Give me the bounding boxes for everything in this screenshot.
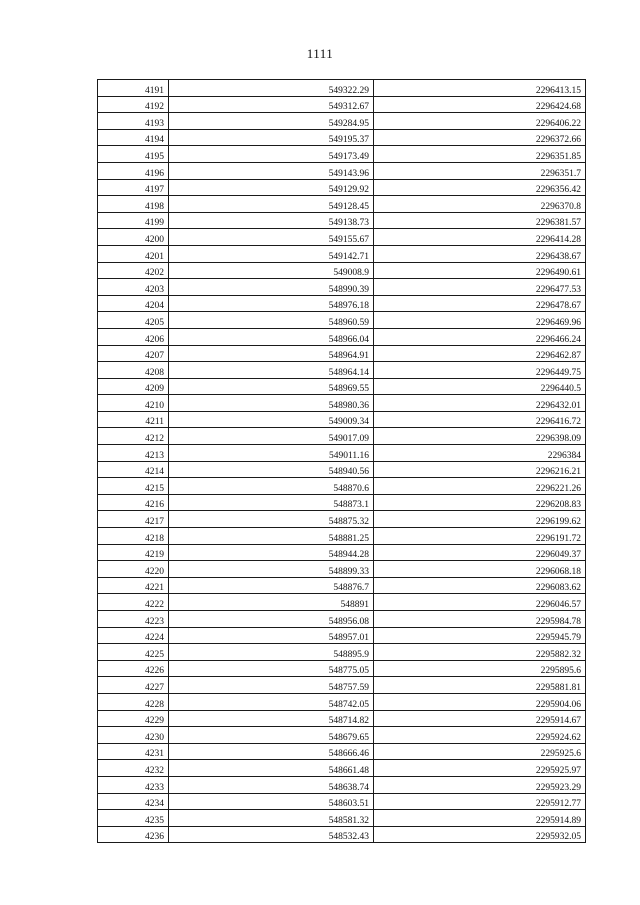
x-coordinate-cell: 548666.46 [169, 743, 374, 760]
x-coordinate-cell: 548875.32 [169, 511, 374, 528]
table-row [98, 826, 586, 843]
point-number-cell: 4195 [98, 146, 169, 163]
x-coordinate-cell: 548775.05 [169, 660, 374, 677]
point-number-cell: 4217 [98, 511, 169, 528]
y-coordinate-cell: 2296477.53 [374, 279, 586, 296]
x-coordinate-cell: 548966.04 [169, 328, 374, 345]
table-row [98, 80, 586, 97]
table-row [98, 693, 586, 710]
y-coordinate-cell: 2296469.96 [374, 312, 586, 329]
table-row [98, 245, 586, 262]
point-number-cell: 4204 [98, 295, 169, 312]
point-number-cell: 4198 [98, 196, 169, 213]
point-number-cell: 4232 [98, 760, 169, 777]
y-coordinate-cell: 2295923.29 [374, 776, 586, 793]
x-coordinate-cell: 549142.71 [169, 245, 374, 262]
point-number-cell: 4210 [98, 395, 169, 412]
x-coordinate-cell: 548581.32 [169, 810, 374, 827]
y-coordinate-cell: 2295945.79 [374, 627, 586, 644]
x-coordinate-cell: 549017.09 [169, 428, 374, 445]
point-number-cell: 4228 [98, 693, 169, 710]
x-coordinate-cell: 549155.67 [169, 229, 374, 246]
table-row [98, 511, 586, 528]
y-coordinate-cell: 2295895.6 [374, 660, 586, 677]
table-row [98, 395, 586, 412]
table-row [98, 445, 586, 462]
x-coordinate-cell: 548881.25 [169, 528, 374, 545]
y-coordinate-cell: 2296384 [374, 445, 586, 462]
point-number-cell: 4191 [98, 80, 169, 97]
x-coordinate-cell: 549143.96 [169, 162, 374, 179]
table-row [98, 544, 586, 561]
y-coordinate-cell: 2296208.83 [374, 494, 586, 511]
point-number-cell: 4223 [98, 611, 169, 628]
x-coordinate-cell: 549128.45 [169, 196, 374, 213]
x-coordinate-cell: 548964.91 [169, 345, 374, 362]
table-row [98, 96, 586, 113]
y-coordinate-cell: 2296046.57 [374, 594, 586, 611]
y-coordinate-cell: 2295881.81 [374, 677, 586, 694]
y-coordinate-cell: 2296398.09 [374, 428, 586, 445]
table-row [98, 561, 586, 578]
table-row [98, 627, 586, 644]
table-row [98, 428, 586, 445]
x-coordinate-cell: 548895.9 [169, 644, 374, 661]
y-coordinate-cell: 2295914.89 [374, 810, 586, 827]
x-coordinate-cell: 548957.01 [169, 627, 374, 644]
table-row [98, 776, 586, 793]
x-coordinate-cell: 548638.74 [169, 776, 374, 793]
x-coordinate-cell: 549322.29 [169, 80, 374, 97]
table-row [98, 345, 586, 362]
y-coordinate-cell: 2296351.7 [374, 162, 586, 179]
point-number-cell: 4196 [98, 162, 169, 179]
x-coordinate-cell: 548891 [169, 594, 374, 611]
y-coordinate-cell: 2296191.72 [374, 528, 586, 545]
y-coordinate-cell: 2296221.26 [374, 478, 586, 495]
point-number-cell: 4234 [98, 793, 169, 810]
y-coordinate-cell: 2295925.97 [374, 760, 586, 777]
point-number-cell: 4199 [98, 212, 169, 229]
y-coordinate-cell: 2296356.42 [374, 179, 586, 196]
point-number-cell: 4218 [98, 528, 169, 545]
point-number-cell: 4201 [98, 245, 169, 262]
table-row [98, 461, 586, 478]
point-number-cell: 4193 [98, 113, 169, 130]
x-coordinate-cell: 548757.59 [169, 677, 374, 694]
y-coordinate-cell: 2296216.21 [374, 461, 586, 478]
y-coordinate-cell: 2295984.78 [374, 611, 586, 628]
point-number-cell: 4219 [98, 544, 169, 561]
table-row [98, 179, 586, 196]
table-row [98, 312, 586, 329]
x-coordinate-cell: 549173.49 [169, 146, 374, 163]
point-number-cell: 4192 [98, 96, 169, 113]
table-row [98, 810, 586, 827]
point-number-cell: 4225 [98, 644, 169, 661]
table-row [98, 478, 586, 495]
point-number-cell: 4207 [98, 345, 169, 362]
y-coordinate-cell: 2296381.57 [374, 212, 586, 229]
table-row [98, 378, 586, 395]
x-coordinate-cell: 549195.37 [169, 129, 374, 146]
point-number-cell: 4216 [98, 494, 169, 511]
x-coordinate-cell: 548742.05 [169, 693, 374, 710]
y-coordinate-cell: 2296370.8 [374, 196, 586, 213]
x-coordinate-cell: 549284.95 [169, 113, 374, 130]
point-number-cell: 4231 [98, 743, 169, 760]
y-coordinate-cell: 2296490.61 [374, 262, 586, 279]
y-coordinate-cell: 2296424.68 [374, 96, 586, 113]
point-number-cell: 4211 [98, 411, 169, 428]
point-number-cell: 4220 [98, 561, 169, 578]
point-number-cell: 4221 [98, 577, 169, 594]
table-row [98, 677, 586, 694]
table-row [98, 494, 586, 511]
y-coordinate-cell: 2296416.72 [374, 411, 586, 428]
table-row [98, 611, 586, 628]
table-row [98, 594, 586, 611]
point-number-cell: 4212 [98, 428, 169, 445]
y-coordinate-cell: 2295932.05 [374, 826, 586, 843]
y-coordinate-cell: 2296413.15 [374, 80, 586, 97]
y-coordinate-cell: 2295924.62 [374, 727, 586, 744]
x-coordinate-cell: 549312.67 [169, 96, 374, 113]
x-coordinate-cell: 549129.92 [169, 179, 374, 196]
y-coordinate-cell: 2296438.67 [374, 245, 586, 262]
x-coordinate-cell: 548956.08 [169, 611, 374, 628]
point-number-cell: 4203 [98, 279, 169, 296]
point-number-cell: 4194 [98, 129, 169, 146]
x-coordinate-cell: 549008.9 [169, 262, 374, 279]
y-coordinate-cell: 2295914.67 [374, 710, 586, 727]
point-number-cell: 4202 [98, 262, 169, 279]
table-row [98, 411, 586, 428]
y-coordinate-cell: 2296372.66 [374, 129, 586, 146]
table-row [98, 743, 586, 760]
point-number-cell: 4213 [98, 445, 169, 462]
x-coordinate-cell: 548960.59 [169, 312, 374, 329]
x-coordinate-cell: 549138.73 [169, 212, 374, 229]
table-row [98, 362, 586, 379]
table-row [98, 328, 586, 345]
y-coordinate-cell: 2296083.62 [374, 577, 586, 594]
x-coordinate-cell: 548964.14 [169, 362, 374, 379]
table-row [98, 295, 586, 312]
y-coordinate-cell: 2296199.62 [374, 511, 586, 528]
table-row [98, 229, 586, 246]
x-coordinate-cell: 548990.39 [169, 279, 374, 296]
page-number: 1111 [306, 46, 334, 61]
y-coordinate-cell: 2295912.77 [374, 793, 586, 810]
y-coordinate-cell: 2296049.37 [374, 544, 586, 561]
point-number-cell: 4206 [98, 328, 169, 345]
point-number-cell: 4227 [98, 677, 169, 694]
point-number-cell: 4226 [98, 660, 169, 677]
y-coordinate-cell: 2296449.75 [374, 362, 586, 379]
point-number-cell: 4197 [98, 179, 169, 196]
table-row [98, 262, 586, 279]
x-coordinate-cell: 548976.18 [169, 295, 374, 312]
coordinates-table [97, 79, 586, 843]
y-coordinate-cell: 2295882.32 [374, 644, 586, 661]
y-coordinate-cell: 2296414.28 [374, 229, 586, 246]
x-coordinate-cell: 548944.28 [169, 544, 374, 561]
point-number-cell: 4205 [98, 312, 169, 329]
y-coordinate-cell: 2296351.85 [374, 146, 586, 163]
table-row [98, 760, 586, 777]
table-body [98, 80, 586, 843]
table-row [98, 577, 586, 594]
table-row [98, 793, 586, 810]
y-coordinate-cell: 2296462.87 [374, 345, 586, 362]
y-coordinate-cell: 2295904.06 [374, 693, 586, 710]
table-row [98, 279, 586, 296]
x-coordinate-cell: 548870.6 [169, 478, 374, 495]
x-coordinate-cell: 548940.56 [169, 461, 374, 478]
point-number-cell: 4215 [98, 478, 169, 495]
x-coordinate-cell: 549009.34 [169, 411, 374, 428]
table-row [98, 146, 586, 163]
point-number-cell: 4224 [98, 627, 169, 644]
x-coordinate-cell: 548873.1 [169, 494, 374, 511]
y-coordinate-cell: 2295925.6 [374, 743, 586, 760]
table-row [98, 196, 586, 213]
point-number-cell: 4233 [98, 776, 169, 793]
x-coordinate-cell: 548876.7 [169, 577, 374, 594]
point-number-cell: 4208 [98, 362, 169, 379]
x-coordinate-cell: 548714.82 [169, 710, 374, 727]
point-number-cell: 4222 [98, 594, 169, 611]
table-row [98, 710, 586, 727]
table-row [98, 113, 586, 130]
point-number-cell: 4235 [98, 810, 169, 827]
table-row [98, 129, 586, 146]
table-row [98, 528, 586, 545]
point-number-cell: 4200 [98, 229, 169, 246]
y-coordinate-cell: 2296478.67 [374, 295, 586, 312]
point-number-cell: 4229 [98, 710, 169, 727]
y-coordinate-cell: 2296406.22 [374, 113, 586, 130]
x-coordinate-cell: 549011.16 [169, 445, 374, 462]
y-coordinate-cell: 2296440.5 [374, 378, 586, 395]
y-coordinate-cell: 2296068.18 [374, 561, 586, 578]
point-number-cell: 4230 [98, 727, 169, 744]
x-coordinate-cell: 548661.48 [169, 760, 374, 777]
y-coordinate-cell: 2296432.01 [374, 395, 586, 412]
table-row [98, 660, 586, 677]
table-row [98, 644, 586, 661]
point-number-cell: 4214 [98, 461, 169, 478]
table-row [98, 727, 586, 744]
x-coordinate-cell: 548603.51 [169, 793, 374, 810]
table-row [98, 212, 586, 229]
x-coordinate-cell: 548980.36 [169, 395, 374, 412]
table-row [98, 162, 586, 179]
x-coordinate-cell: 548969.55 [169, 378, 374, 395]
x-coordinate-cell: 548679.65 [169, 727, 374, 744]
x-coordinate-cell: 548899.33 [169, 561, 374, 578]
x-coordinate-cell: 548532.43 [169, 826, 374, 843]
point-number-cell: 4236 [98, 826, 169, 843]
point-number-cell: 4209 [98, 378, 169, 395]
y-coordinate-cell: 2296466.24 [374, 328, 586, 345]
